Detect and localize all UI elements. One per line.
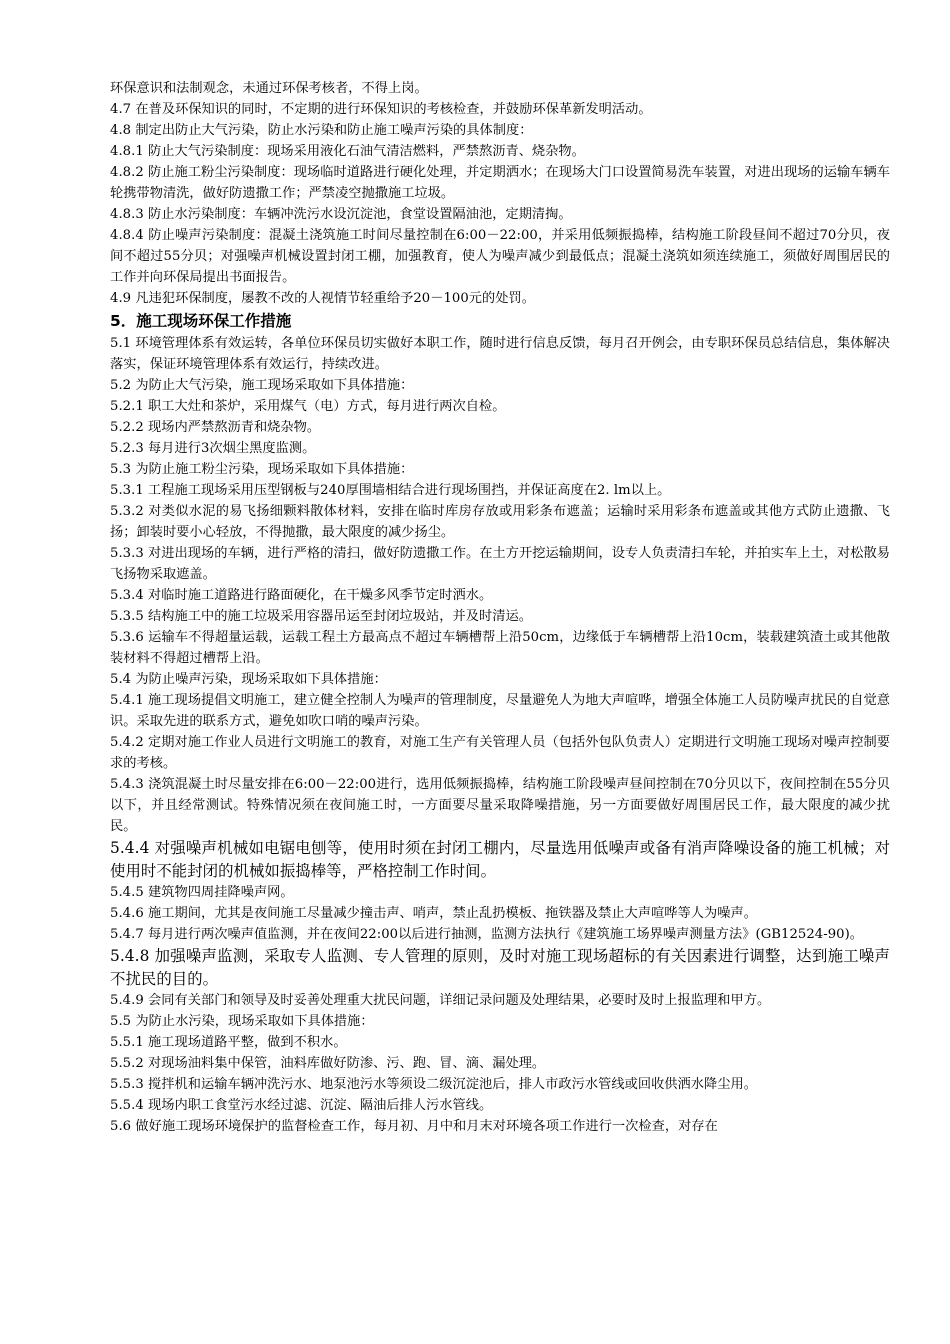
paragraph: 5.2 为防止大气污染，施工现场采取如下具体措施：: [110, 378, 414, 393]
paragraph: 5.3.6 运输车不得超量运载，运载工程土方最高点不超过车辆槽帮上沿50cm，边缘低于车辆槽帮上沿10cm，装载建筑渣土或其他散装材料不得超过槽帮上沿。: [110, 630, 890, 666]
section-heading: 5．施工现场环保工作措施: [110, 312, 292, 330]
paragraph: 5.4.9 会同有关部门和领导及时妥善处理重大扰民问题，详细记录问题及处理结果，必要时及时上报监理和甲方。: [110, 993, 771, 1008]
paragraph: 4.8.3 防止水污染制度：车辆冲洗污水设沉淀池，食堂设置隔油池，定期清掏。: [110, 207, 572, 222]
paragraph: 5.5.3 搅拌机和运输车辆冲洗污水、地泵池污水等须设二级沉淀池后，排人市政污水管线或回收供洒水降尘用。: [110, 1077, 757, 1092]
paragraph: 5.5.1 施工现场道路平整，做到不积水。: [110, 1035, 347, 1050]
paragraph: 4.8.4 防止噪声污染制度：混凝土浇筑施工时间尽量控制在6:00－22:00，并采用低频振捣棒，结构施工阶段昼间不超过70分贝，夜间不超过55分贝；对强噪声机械设置封闭工棚，加强教育，使人为噪声减少到最低点；混凝土浇筑如须连续施工，须做好周围居民的工作并向环保局提出书面报告。: [110, 228, 890, 285]
paragraph: 4.8.2 防止施工粉尘污染制度：现场临时道路进行硬化处理，并定期洒水；在现场大门口设置简易洗车装置，对进出现场的运输车辆车轮携带物清洗，做好防遗撒工作；严禁凌空抛撒施工垃圾。: [110, 165, 890, 201]
paragraph: 环保意识和法制观念，未通过环保考核者，不得上岗。: [110, 81, 428, 96]
paragraph: 5.4 为防止噪声污染，现场采取如下具体措施：: [110, 672, 387, 687]
paragraph: 5.3.4 对临时施工道路进行路面硬化，在干燥多风季节定时洒水。: [110, 588, 493, 603]
paragraph: 5.4.4 对强噪声机械如电锯电刨等，使用时须在封闭工棚内，尽量选用低噪声或备有消声降噪设备的施工机械；对使用时不能封闭的机械如振捣棒等，严格控制工作时间。: [110, 839, 890, 880]
paragraph: 4.9 凡违犯环保制度，屡教不改的人视情节轻重给予20－100元的处罚。: [110, 291, 535, 306]
paragraph: 5.4.3 浇筑混凝土时尽量安排在6:00－22:00进行，选用低频振捣棒，结构施工阶段噪声昼间控制在70分贝以下，夜间控制在55分贝以下，并且经常测试。特殊情况须在夜间施工时，一方面要尽量采取降噪措施，另一方面要做好周围居民工作，最大限度的减少扰民。: [110, 777, 890, 834]
paragraph: 5.2.3 每月进行3次烟尘黑度监测。: [110, 441, 316, 456]
paragraph: 5.5 为防止水污染，现场采取如下具体措施：: [110, 1014, 374, 1029]
paragraph: 4.7 在普及环保知识的同时，不定期的进行环保知识的考核检查，并鼓励环保革新发明活动。: [110, 102, 652, 117]
paragraph: 5.4.1 施工现场提倡文明施工，建立健全控制人为噪声的管理制度，尽量避免人为地大声喧哗，增强全体施工人员防噪声扰民的自觉意识。采取先进的联系方式，避免如吹口哨的噪声污染。: [110, 693, 890, 729]
paragraph: 4.8.1 防止大气污染制度：现场采用液化石油气清洁燃料，严禁熬沥青、烧杂物。: [110, 144, 585, 159]
paragraph: 5.2.1 职工大灶和茶炉，采用煤气（电）方式，每月进行两次自检。: [110, 399, 506, 414]
paragraph: 5.1 环境管理体系有效运转，各单位环保员切实做好本职工作，随时进行信息反馈，每月召开例会，由专职环保员总结信息，集体解决落实，保证环境管理体系有效运行，持续改进。: [110, 336, 890, 372]
paragraph: 5.3.1 工程施工现场采用压型钢板与240厚围墙相结合进行现场围挡，并保证高度在2. lm以上。: [110, 483, 671, 498]
paragraph: 5.6 做好施工现场环境保护的监督检查工作，每月初、月中和月末对环境各项工作进行一次检查，对存在: [110, 1119, 718, 1134]
paragraph: 5.3 为防止施工粉尘污染，现场采取如下具体措施：: [110, 462, 414, 477]
paragraph: 5.4.5 建筑物四周挂降噪声网。: [110, 885, 294, 900]
paragraph: 5.4.8 加强噪声监测，采取专人监测、专人管理的原则，及时对施工现场超标的有关因素进行调整，达到施工噪声不扰民的目的。: [110, 947, 890, 988]
paragraph: 5.5.2 对现场油料集中保管，油料库做好防渗、污、跑、冒、滴、漏处理。: [110, 1056, 546, 1071]
paragraph: 4.8 制定出防止大气污染，防止水污染和防止施工噪声污染的具体制度：: [110, 123, 533, 138]
paragraph: 5.4.7 每月进行两次噪声值监测，并在夜间22:00以后进行抽测，监测方法执行《建筑施工场界噪声测量方法》(GB12524-90)。: [110, 927, 864, 942]
paragraph: 5.3.2 对类似水泥的易飞扬细颗料散体材料，安排在临时库房存放或用彩条布遮盖；运输时采用彩条布遮盖或其他方式防止遗撒、飞扬；卸装时要小心轻放，不得抛撒，最大限度的减少扬尘。: [110, 504, 890, 540]
document-page: [110, 78, 890, 1137]
paragraph: 5.3.5 结构施工中的施工垃圾采用容器吊运至封闭垃圾站，并及时清运。: [110, 609, 532, 624]
paragraph: 5.3.3 对进出现场的车辆，进行严格的清扫，做好防遗撒工作。在土方开挖运输期间，设专人负责清扫车轮，并拍实车上土，对松散易飞扬物采取遮盖。: [110, 546, 890, 582]
paragraph: 5.5.4 现场内职工食堂污水经过滤、沉淀、隔油后排人污水管线。: [110, 1098, 493, 1113]
paragraph: 5.4.2 定期对施工作业人员进行文明施工的教育，对施工生产有关管理人员（包括外包队负责人）定期进行文明施工现场对噪声控制要求的考核。: [110, 735, 890, 771]
paragraph: 5.4.6 施工期间，尤其是夜间施工尽量减少撞击声、哨声，禁止乱扔模板、拖铁器及禁止大声喧哗等人为噪声。: [110, 906, 757, 921]
paragraph: 5.2.2 现场内严禁熬沥青和烧杂物。: [110, 420, 321, 435]
